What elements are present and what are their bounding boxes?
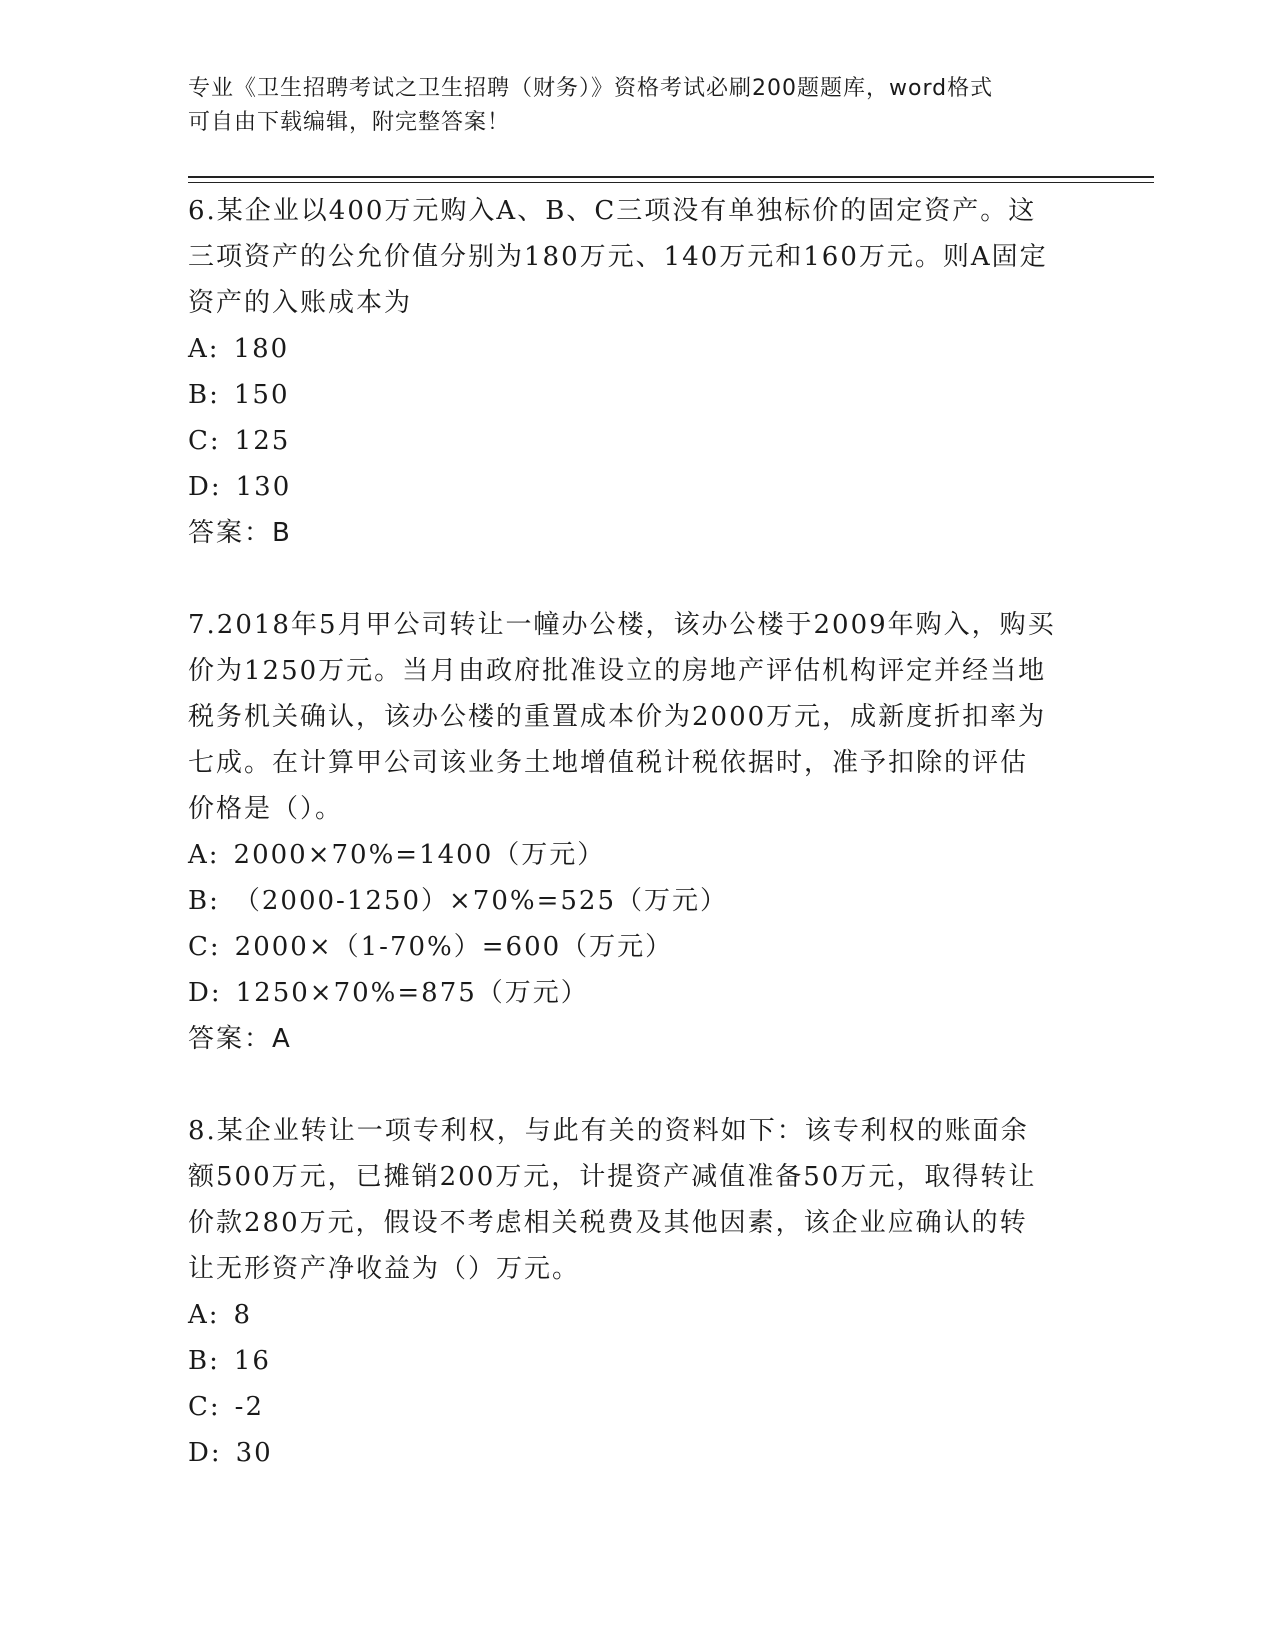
question-7-stem-line: 7.2018年5月甲公司转让一幢办公楼，该办公楼于2009年购入，购买 — [188, 610, 1056, 640]
option-text: 180 — [233, 334, 290, 364]
question-8-stem-line: 让无形资产净收益为（）万元。 — [188, 1254, 581, 1284]
question-7-option-d — [188, 970, 1088, 1016]
option-separator: : — [209, 380, 220, 410]
option-separator: : — [209, 1392, 221, 1422]
option-letter: D — [188, 1438, 211, 1468]
option-letter: C — [188, 426, 210, 456]
header-title-line-1: 专业《卫生招聘考试之卫生招聘（财务）》资格考试必刷200题题库，word格式 — [188, 76, 994, 101]
question-6-stem-line: 三项资产的公允价值分别为180万元、140万元和160万元。则A固定 — [188, 242, 1048, 272]
question-7-stem-line: 税务机关确认，该办公楼的重置成本价为2000万元，成新度折扣率为 — [188, 702, 1047, 732]
question-8-option-d — [188, 1430, 1088, 1476]
document-header — [188, 72, 1088, 140]
question-8-stem-line: 额500万元，已摊销200万元，计提资产减值准备50万元，取得转让 — [188, 1162, 1037, 1192]
option-letter: C — [188, 932, 210, 962]
question-8-option-c — [188, 1384, 1088, 1430]
question-7-stem-line: 价格是（）。 — [188, 794, 344, 824]
option-text: （2000-1250）×70%=525（万元） — [233, 886, 728, 916]
question-6-option-d — [188, 464, 1088, 510]
option-text: 2000×70%=1400（万元） — [233, 840, 606, 870]
option-letter: A — [188, 1300, 209, 1330]
header-title-line-2: 可自由下载编辑，附完整答案！ — [188, 110, 511, 135]
option-letter: B — [188, 380, 210, 410]
option-text: 130 — [235, 472, 292, 502]
question-7-option-a — [188, 832, 1088, 878]
option-letter: D — [188, 978, 211, 1008]
question-7-stem-line: 七成。在计算甲公司该业务土地增值税计税依据时，准予扣除的评估 — [188, 748, 1029, 778]
question-spacer — [188, 556, 1088, 602]
header-divider-thin — [188, 182, 1154, 183]
question-8-option-a — [188, 1292, 1088, 1338]
option-text: 1250×70%=875（万元） — [235, 978, 589, 1008]
option-text: 16 — [233, 1346, 271, 1376]
option-separator: : — [210, 1438, 222, 1468]
question-7-option-b — [188, 878, 1088, 924]
option-separator: : — [209, 932, 221, 962]
option-letter: D — [188, 472, 211, 502]
question-8-stem-line: 8.某企业转让一项专利权，与此有关的资料如下：该专利权的账面余 — [188, 1116, 1029, 1146]
option-letter: A — [188, 840, 209, 870]
option-separator: : — [210, 978, 222, 1008]
question-6-option-b — [188, 372, 1088, 418]
option-separator: : — [208, 334, 220, 364]
option-text: 2000×（1-70%）=600（万元） — [234, 932, 674, 962]
option-letter: B — [188, 886, 210, 916]
option-letter: B — [188, 1346, 210, 1376]
question-7-answer: 答案：A — [188, 1024, 292, 1054]
question-6-option-a — [188, 326, 1088, 372]
option-text: 125 — [234, 426, 291, 456]
question-7 — [188, 602, 1088, 1062]
question-8-option-b — [188, 1338, 1088, 1384]
question-8-stem — [188, 1108, 1088, 1292]
question-6-answer: 答案：B — [188, 518, 292, 548]
header-divider-thick — [188, 176, 1154, 178]
question-7-stem-line: 价为1250万元。当月由政府批准设立的房地产评估机构评定并经当地 — [188, 656, 1047, 686]
option-text: 30 — [235, 1438, 273, 1468]
question-7-option-c — [188, 924, 1088, 970]
question-spacer — [188, 1062, 1088, 1108]
option-letter: C — [188, 1392, 210, 1422]
question-list — [188, 188, 1088, 1476]
option-separator: : — [209, 886, 220, 916]
question-6 — [188, 188, 1088, 556]
question-6-stem-line: 6.某企业以400万元购入A、B、C三项没有单独标价的固定资产。这 — [188, 196, 1037, 226]
question-6-stem — [188, 188, 1088, 326]
question-6-option-c — [188, 418, 1088, 464]
option-text: -2 — [234, 1392, 264, 1422]
option-letter: A — [188, 334, 209, 364]
option-separator: : — [209, 426, 221, 456]
option-separator: : — [209, 1346, 220, 1376]
option-text: 150 — [233, 380, 290, 410]
question-7-stem — [188, 602, 1088, 832]
question-8 — [188, 1108, 1088, 1476]
option-text: 8 — [233, 1300, 253, 1330]
option-separator: : — [208, 1300, 220, 1330]
question-6-stem-line: 资产的入账成本为 — [188, 288, 413, 318]
option-separator: : — [210, 472, 222, 502]
question-8-stem-line: 价款280万元，假设不考虑相关税费及其他因素，该企业应确认的转 — [188, 1208, 1028, 1238]
option-separator: : — [208, 840, 220, 870]
